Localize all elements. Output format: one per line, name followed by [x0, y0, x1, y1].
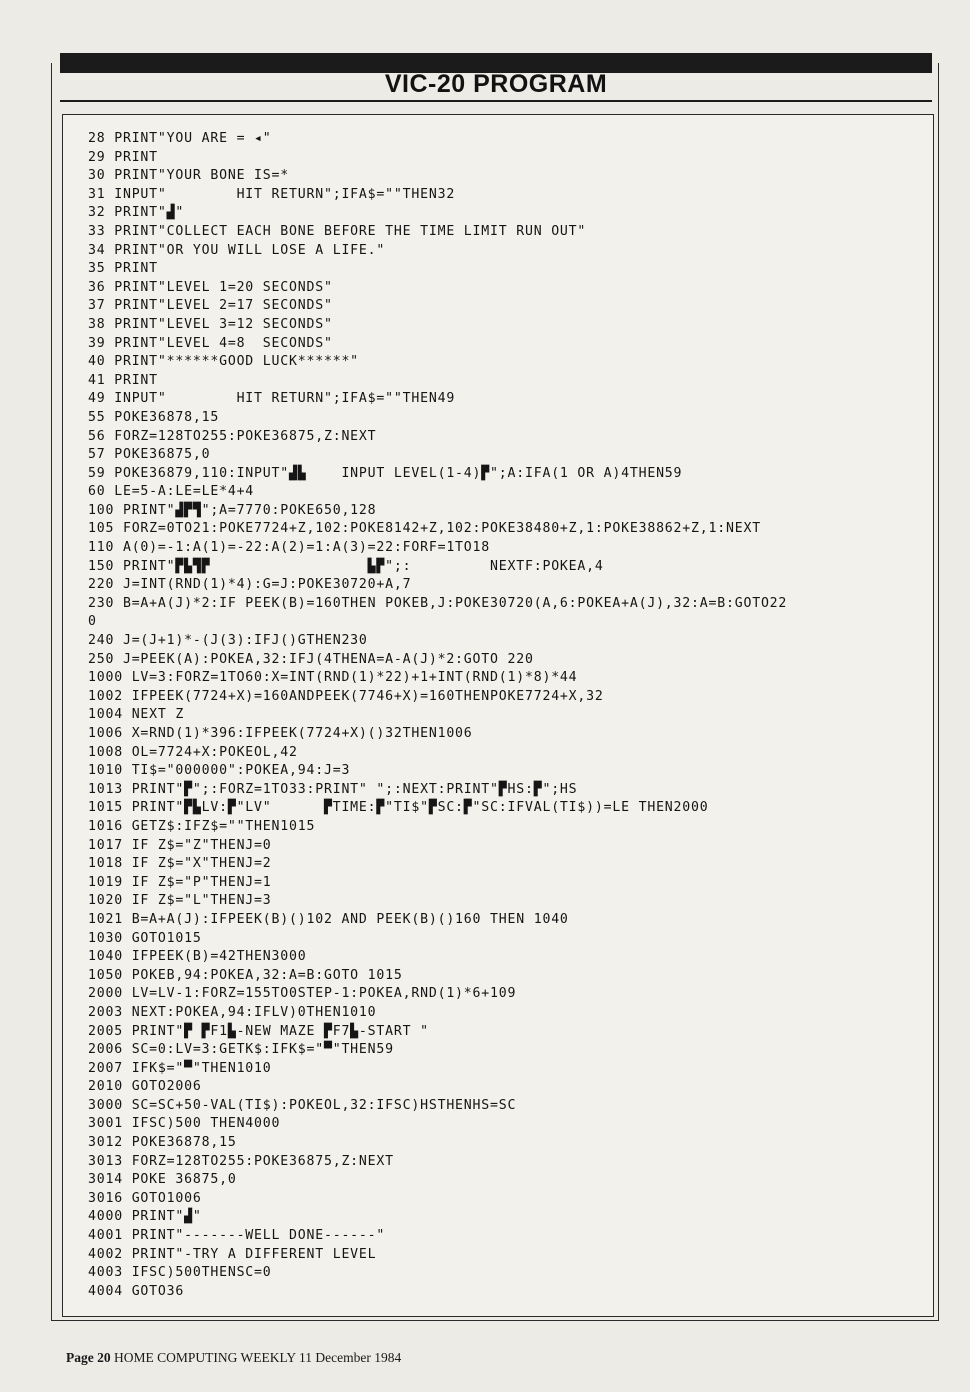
code-line: 41 PRINT [88, 372, 158, 388]
code-line: 57 POKE36875,0 [88, 447, 211, 463]
code-line: 59 POKE36879,110:INPUT"▟▙ INPUT LEVEL(1-4)▛";A:IFA(1 OR A)4THEN59 [88, 465, 683, 481]
code-line: 1002 IFPEEK(7724+X)=160ANDPEEK(7746+X)=160THENPOKE7724+X,32 [88, 688, 604, 704]
code-line: 34 PRINT"OR YOU WILL LOSE A LIFE." [88, 242, 386, 258]
program-listing [88, 130, 928, 1301]
code-line: 49 INPUT" HIT RETURN";IFA$=""THEN49 [88, 391, 456, 407]
code-line: 36 PRINT"LEVEL 1=20 SECONDS" [88, 279, 333, 295]
code-line: 3000 SC=SC+50-VAL(TI$):POKEOL,32:IFSC)HSTHENHS=SC [88, 1097, 517, 1113]
code-line: 1019 IF Z$="P"THENJ=1 [88, 874, 272, 890]
publication-line: HOME COMPUTING WEEKLY 11 December 1984 [114, 1350, 402, 1365]
page-number: Page 20 [66, 1350, 111, 1365]
code-line: 31 INPUT" HIT RETURN";IFA$=""THEN32 [88, 186, 456, 202]
code-line: 3014 POKE 36875,0 [88, 1172, 237, 1188]
code-line: 2006 SC=0:LV=3:GETK$:IFK$="▀"THEN59 [88, 1042, 394, 1058]
code-line: 4004 GOTO36 [88, 1283, 185, 1299]
code-line: 1000 LV=3:FORZ=1TO60:X=INT(RND(1)*22)+1+INT(RND(1)*8)*44 [88, 670, 578, 686]
code-line: 105 FORZ=0TO21:POKE7724+Z,102:POKE8142+Z,102:POKE38480+Z,1:POKE38862+Z,1:NEXT [88, 521, 761, 537]
code-line: 28 PRINT"YOU ARE = ◂" [88, 131, 272, 146]
code-line: 1040 IFPEEK(B)=42THEN3000 [88, 949, 307, 965]
code-line: 1018 IF Z$="X"THENJ=2 [88, 856, 272, 872]
code-line: 4002 PRINT"-TRY A DIFFERENT LEVEL [88, 1246, 377, 1262]
page-footer [66, 1350, 401, 1366]
code-line: 1013 PRINT"▛";:FORZ=1TO33:PRINT" ";:NEXT:PRINT"▛HS:▛";HS [88, 781, 578, 797]
code-line: 110 A(0)=-1:A(1)=-22:A(2)=1:A(3)=22:FORF=1TO18 [88, 540, 491, 556]
code-line: 35 PRINT [88, 261, 158, 277]
page-title: VIC-20 PROGRAM [384, 70, 608, 98]
code-line: 100 PRINT"▟▛▜";A=7770:POKE650,128 [88, 502, 377, 518]
code-line: 1050 POKEB,94:POKEA,32:A=B:GOTO 1015 [88, 967, 403, 983]
code-line: 1015 PRINT"▛▙LV:▛"LV" ▛TIME:▛"TI$"▛SC:▛"SC:IFVAL(TI$))=LE THEN2000 [88, 800, 709, 816]
code-line: 4001 PRINT"-------WELL DONE------" [88, 1228, 386, 1244]
code-line: 230 B=A+A(J)*2:IF PEEK(B)=160THEN POKEB,J:POKE30720(A,6:POKEA+A(J),32:A=B:GOTO22 [88, 595, 788, 611]
code-line: 37 PRINT"LEVEL 2=17 SECONDS" [88, 298, 333, 314]
code-line: 4000 PRINT"▟" [88, 1209, 202, 1225]
code-line: 33 PRINT"COLLECT EACH BONE BEFORE THE TIME LIMIT RUN OUT" [88, 223, 587, 239]
code-line: 39 PRINT"LEVEL 4=8 SECONDS" [88, 335, 333, 351]
code-line: 220 J=INT(RND(1)*4):G=J:POKE30720+A,7 [88, 577, 412, 593]
code-line: 2000 LV=LV-1:FORZ=155TO0STEP-1:POKEA,RND(1)*6+109 [88, 986, 517, 1002]
code-line: 2010 GOTO2006 [88, 1079, 202, 1095]
code-line: 3012 POKE36878,15 [88, 1135, 237, 1151]
code-line: 38 PRINT"LEVEL 3=12 SECONDS" [88, 316, 333, 332]
code-line: 4003 IFSC)500THENSC=0 [88, 1265, 272, 1281]
code-line: 1020 IF Z$="L"THENJ=3 [88, 893, 272, 909]
code-line: 0 [88, 614, 97, 630]
code-line: 3016 GOTO1006 [88, 1190, 202, 1206]
code-line: 1030 GOTO1015 [88, 930, 202, 946]
code-line: 3013 FORZ=128TO255:POKE36875,Z:NEXT [88, 1153, 394, 1169]
code-line: 1016 GETZ$:IFZ$=""THEN1015 [88, 818, 316, 834]
code-line: 55 POKE36878,15 [88, 409, 220, 425]
code-line: 1010 TI$="000000":POKEA,94:J=3 [88, 763, 351, 779]
code-line: 2003 NEXT:POKEA,94:IFLV)0THEN1010 [88, 1004, 377, 1020]
code-line: 150 PRINT"▛▙▜▛ ▙▛";: NEXTF:POKEA,4 [88, 558, 604, 574]
code-line: 60 LE=5-A:LE=LE*4+4 [88, 484, 255, 500]
code-line: 1008 OL=7724+X:POKEOL,42 [88, 744, 298, 760]
code-line: 250 J=PEEK(A):POKEA,32:IFJ(4THENA=A-A(J)*2:GOTO 220 [88, 651, 534, 667]
code-line: 56 FORZ=128TO255:POKE36875,Z:NEXT [88, 428, 377, 444]
code-line: 40 PRINT"******GOOD LUCK******" [88, 354, 359, 370]
code-line: 1021 B=A+A(J):IFPEEK(B)()102 AND PEEK(B)()160 THEN 1040 [88, 911, 569, 927]
code-line: 2007 IFK$="▀"THEN1010 [88, 1060, 272, 1076]
code-line: 2005 PRINT"▛ ▛F1▙-NEW MAZE ▛F7▙-START " [88, 1023, 429, 1039]
code-line: 3001 IFSC)500 THEN4000 [88, 1116, 281, 1132]
code-line: 1004 NEXT Z [88, 707, 185, 723]
code-line: 1017 IF Z$="Z"THENJ=0 [88, 837, 272, 853]
code-line: 1006 X=RND(1)*396:IFPEEK(7724+X)()32THEN1006 [88, 726, 473, 741]
code-line: 32 PRINT"▟" [88, 205, 185, 221]
code-line: 30 PRINT"YOUR BONE IS=* [88, 168, 290, 184]
code-line: 29 PRINT [88, 149, 158, 165]
code-line: 240 J=(J+1)*-(J(3):IFJ()GTHEN230 [88, 633, 368, 649]
